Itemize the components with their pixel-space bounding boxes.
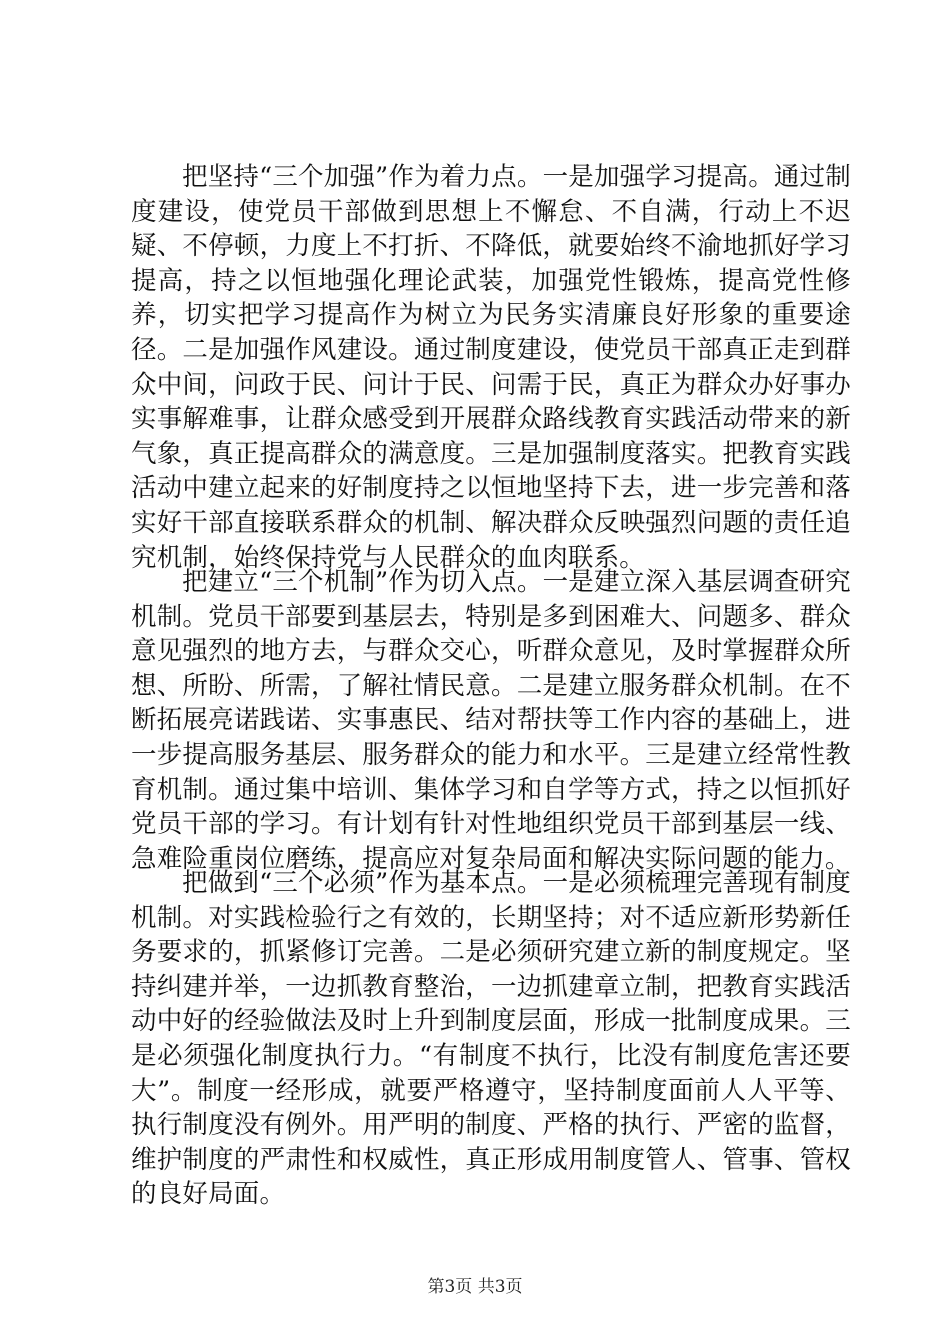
page-footer: 第3页 共3页 [427,1277,523,1297]
paragraph-three-strengthens: 把坚持“三个加强”作为着力点。一是加强学习提高。通过制度建设，使党员干部做到思想上不懈怠、不自满，行动上不迟疑、不停顿，力度上不打折、不降低，就要始终不渝地抓好学习提高，持之以恒地强化理论武装，加强党性锻炼，提高党性修养，切实把学习提高作为树立为民务实清廉良好形象的重要途径。二是加强作风建设。通过制度建设，使党员干部真正走到群众中间，问政于民、问计于民、问需于民，真正为群众办好事办实事解难事，让群众感受到开展群众路线教育实践活动带来的新气象，真正提高群众的满意度。三是加强制度落实。把教育实践活动中建立起来的好制度持之以恒地坚持下去，进一步完善和落实好干部直接联系群众的机制、解决群众反映强烈问题的责任追究机制，始终保持党与人民群众的血肉联系。 [131,162,851,573]
paragraph-three-musts: 把做到“三个必须”作为基本点。一是必须梳理完善现有制度机制。对实践检验行之有效的，长期坚持；对不适应新形势新任务要求的，抓紧修订完善。二是必须研究建立新的制度规定。坚持纠建并举，一边抓教育整治，一边抓建章立制，把教育实践活动中好的经验做法及时上升到制度层面，形成一批制度成果。三是必须强化制度执行力。“有制度不执行，比没有制度危害还要大”。制度一经形成，就要严格遵守，坚持制度面前人人平等、执行制度没有例外。用严明的制度、严格的执行、严密的监督，维护制度的严肃性和权威性，真正形成用制度管人、管事、管权的良好局面。 [131,868,851,1210]
paragraph-three-mechanisms: 把建立“三个机制”作为切入点。一是建立深入基层调查研究机制。党员干部要到基层去，特别是多到困难大、问题多、群众意见强烈的地方去，与群众交心，听群众意见，及时掌握群众所想、所盼、所需，了解社情民意。二是建立服务群众机制。在不断拓展亮诺践诺、实事惠民、结对帮扶等工作内容的基础上，进一步提高服务基层、服务群众的能力和水平。三是建立经常性教育机制。通过集中培训、集体学习和自学等方式，持之以恒抓好党员干部的学习。有计划有针对性地组织党员干部到基层一线、急难险重岗位磨练，提高应对复杂局面和解决实际问题的能力。 [131,567,851,874]
